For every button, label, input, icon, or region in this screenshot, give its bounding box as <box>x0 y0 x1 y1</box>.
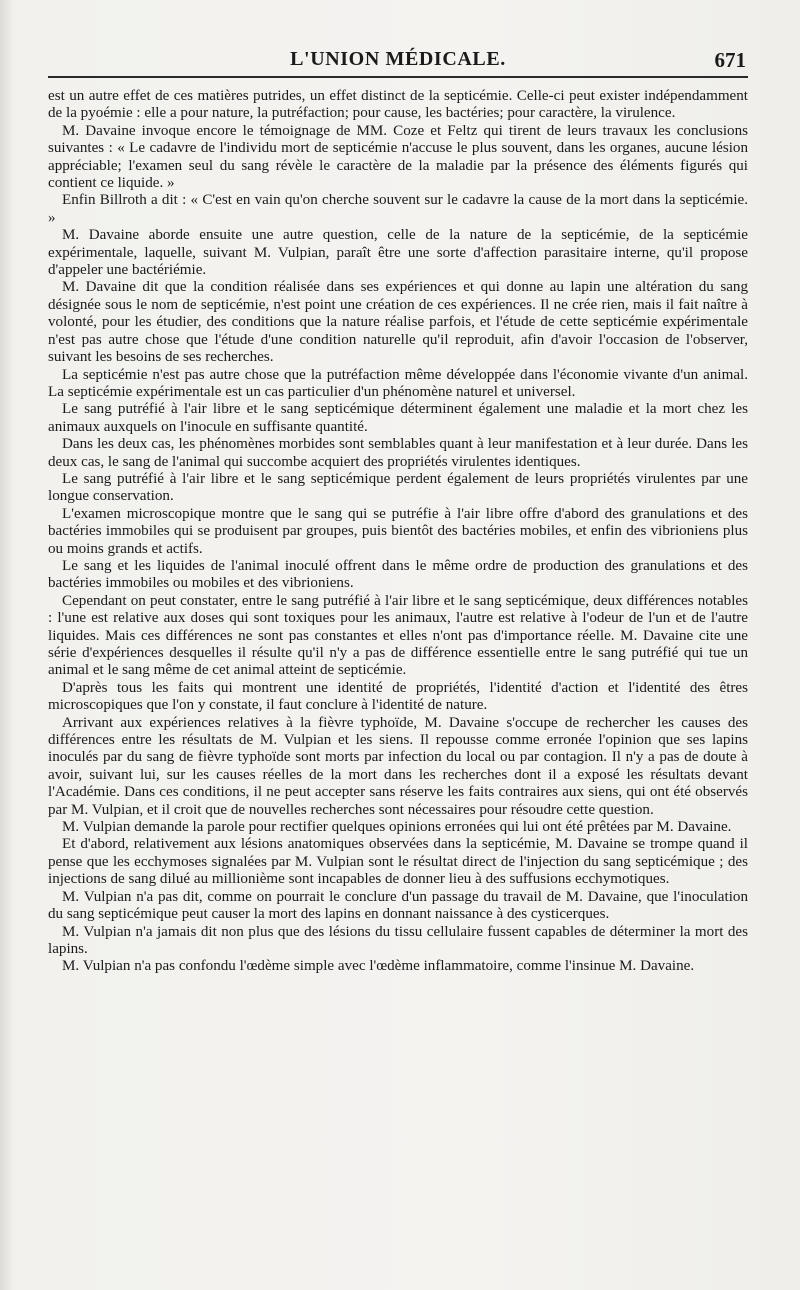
paragraph: Le sang putréfié à l'air libre et le sang septicémique déterminent également une maladie et la mort chez les animaux auxquels on l'inocule en suffisante quantité. <box>48 401 748 435</box>
page-header <box>48 44 748 74</box>
paragraph: D'après tous les faits qui montrent une identité de propriétés, l'identité d'action et l'identité des êtres microscopiques que l'on y constate, il faut conclure à l'identité de nature. <box>48 679 748 714</box>
paragraph: M. Vulpian n'a jamais dit non plus que des lésions du tissu cellulaire fussent capables de déterminer la mort des lapins. <box>48 923 748 957</box>
paragraph: Le sang putréfié à l'air libre et le sang septicémique perdent également de leurs propriétés virulentes par une longue conservation. <box>48 470 748 505</box>
paragraph: Arrivant aux expériences relatives à la fièvre typhoïde, M. Davaine s'occupe de rechercher les causes des différences entre les résultats de M. Vulpian et les siens. Il repousse comme erronée l'opinion que ses lapins inoculés par du sang de fièvre typhoïde sont morts par infection du local ou par contagion. Il n'y a pas de doute à avoir, suivant lui, sur les causes réelles de la mort dans les recherches dont il a exposé les résultats devant l'Académie. Dans ces conditions, il ne peut accepter sans réserve les faits contraires aux siens, qui ont été observés par M. Vulpian, et il croit que de nouvelles recherches sont nécessaires pour résoudre cette question. <box>48 714 748 818</box>
article-body <box>48 88 748 976</box>
paragraph: Dans les deux cas, les phénomènes morbides sont semblables quant à leur manifestation et à leur durée. Dans les deux cas, le sang de l'animal qui succombe acquiert des propriétés virulentes identiques. <box>48 436 748 470</box>
paragraph: La septicémie n'est pas autre chose que la putréfaction même développée dans l'économie vivante d'un animal. La septicémie expérimentale est un cas particulier d'un phénomène naturel et universel. <box>48 366 748 400</box>
paragraph: M. Davaine dit que la condition réalisée dans ses expériences et qui donne au lapin une altération du sang désignée sous le nom de septicémie, n'est point une création de ces expériences. Il ne crée rien, mais il fait naître à volonté, pour les étudier, des conditions que la nature réalise parfois, et l'étude de cette septicémie expérimentale n'est pas autre chose que l'étude d'une condition naturelle qu'il reproduit, afin d'avoir l'occasion de l'observer, suivant les besoins de ses recherches. <box>48 279 748 366</box>
header-rule <box>48 76 748 78</box>
page-number: 671 <box>714 48 746 72</box>
paragraph: M. Vulpian n'a pas dit, comme on pourrait le conclure d'un passage du travail de M. Davaine, que l'inoculation du sang septicémique peut causer la mort des lapins en donnant naissance à des cysticerques. <box>48 888 748 923</box>
paragraph: M. Davaine aborde ensuite une autre question, celle de la nature de la septicémie, de la septicémie expérimentale, laquelle, suivant M. Vulpian, paraît être une sorte d'affection parasitaire interne, qu'il propose d'appeler une bactériémie. <box>48 227 748 279</box>
paragraph: M. Davaine invoque encore le témoignage de MM. Coze et Feltz qui tirent de leurs travaux les conclusions suivantes : « Le cadavre de l'individu mort de septicémie n'accuse le plus souvent, dans les organes, aucune lésion appréciable; l'examen seul du sang révèle le caractère de la maladie par la présence des éléments figurés qui contient ce liquide. » <box>48 122 748 192</box>
paragraph: est un autre effet de ces matières putrides, un effet distinct de la septicémie. Celle-ci peut exister indépendamment de la pyoémie : elle a pour nature, la putréfaction; pour cause, les bactéries; pour caractère, la virulence. <box>48 88 748 122</box>
paragraph: Le sang et les liquides de l'animal inoculé offrent dans le même ordre de production des granulations et des bactéries immobiles ou mobiles et des vibrioniens. <box>48 557 748 592</box>
paragraph: L'examen microscopique montre que le sang qui se putréfie à l'air libre offre d'abord des granulations et des bactéries immobiles qui se produisent par groupes, puis bientôt des bactéries mobiles, et enfin des vibrioniens plus ou moins grands et actifs. <box>48 505 748 557</box>
paragraph: Cependant on peut constater, entre le sang putréfié à l'air libre et le sang septicémique, deux différences notables : l'une est relative aux doses qui sont toxiques pour les animaux, l'autre est relative à l'odeur de l'un et de l'autre liquides. Mais ces différences ne sont pas constantes et elles n'ont pas d'importance réelle. M. Davaine cite une série d'expériences desquelles il résulte qu'il n'y a pas de différence essentielle entre le sang putréfié qui tue un animal et le sang même de cet animal atteint de septicémie. <box>48 592 748 679</box>
paragraph: Enfin Billroth a dit : « C'est en vain qu'on cherche souvent sur le cadavre la cause de la mort dans la septicémie. » <box>48 192 748 226</box>
paragraph: Et d'abord, relativement aux lésions anatomiques observées dans la septicémie, M. Davaine se trompe quand il pense que les ecchymoses signalées par M. Vulpian sont le résultat direct de l'injection du sang septicémique ; des injections de sang dilué au millionième sont incapables de donner lieu à des suffusions ecchymotiques. <box>48 836 748 888</box>
paragraph: M. Vulpian n'a pas confondu l'œdème simple avec l'œdème inflammatoire, comme l'insinue M. Davaine. <box>62 958 695 975</box>
paragraph: M. Vulpian demande la parole pour rectifier quelques opinions erronées qui lui ont été prêtées par M. Davaine. <box>62 819 732 836</box>
journal-title: L'UNION MÉDICALE. <box>290 48 506 70</box>
